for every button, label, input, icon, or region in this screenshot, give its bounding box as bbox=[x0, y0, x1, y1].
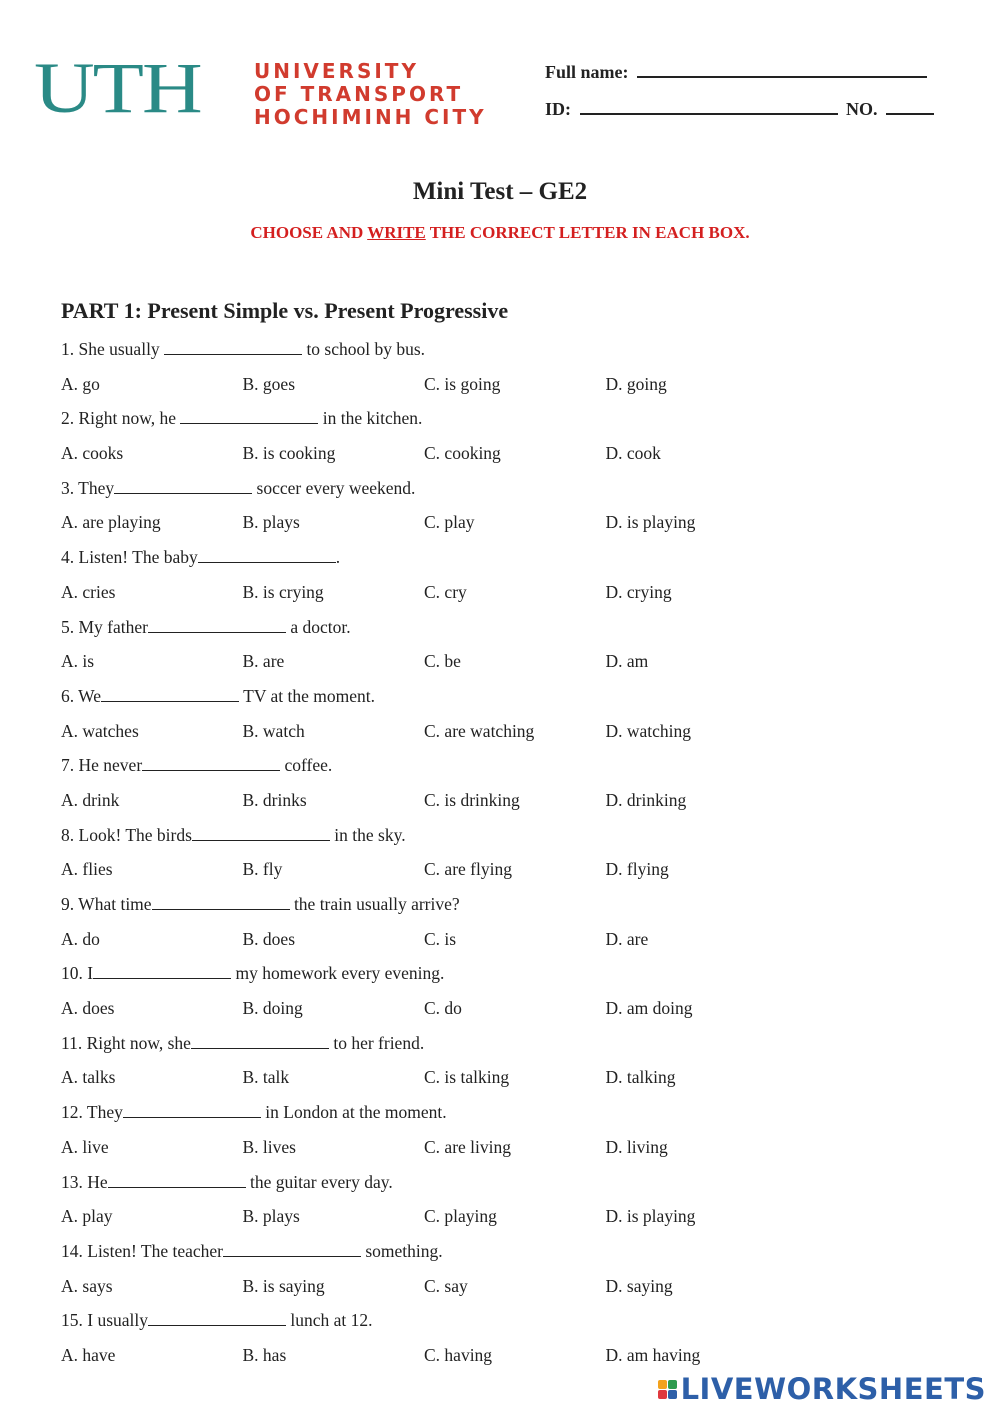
option-a: A. play bbox=[61, 1206, 113, 1227]
id-row bbox=[545, 99, 934, 120]
part-title: PART 1: Present Simple vs. Present Progressive bbox=[61, 298, 509, 323]
option-b: B. is cooking bbox=[242, 443, 336, 464]
option-b: B. does bbox=[242, 928, 295, 949]
answer-blank[interactable] bbox=[101, 686, 239, 702]
option-b: B. is crying bbox=[242, 581, 324, 602]
question-12 bbox=[61, 1101, 961, 1136]
question-1 bbox=[61, 338, 961, 373]
option-b: B. are bbox=[242, 651, 285, 672]
logo-text bbox=[254, 60, 487, 129]
option-d: D. is playing bbox=[605, 1206, 696, 1227]
option-c: C. playing bbox=[424, 1206, 497, 1227]
logo-line-1: UNIVERSITY bbox=[254, 59, 419, 83]
question-stem: 3. They bbox=[61, 477, 115, 498]
options-row bbox=[61, 373, 961, 408]
option-d: D. am doing bbox=[605, 998, 693, 1019]
options-row bbox=[61, 1136, 961, 1171]
option-a: A. do bbox=[61, 928, 100, 949]
watermark-text: LIVEWORKSHEETS bbox=[680, 1372, 986, 1406]
answer-blank[interactable] bbox=[191, 1033, 329, 1049]
page-title: Mini Test – GE2 bbox=[412, 178, 588, 205]
option-b: B. doing bbox=[242, 998, 303, 1019]
option-d: D. am having bbox=[605, 1344, 701, 1365]
option-a: A. have bbox=[61, 1344, 116, 1365]
option-c: C. is drinking bbox=[424, 789, 520, 810]
fullname-field[interactable] bbox=[637, 62, 927, 78]
option-d: D. cook bbox=[605, 443, 661, 464]
option-d: D. crying bbox=[605, 581, 672, 602]
option-c: C. do bbox=[424, 998, 462, 1019]
option-b: B. lives bbox=[242, 1136, 296, 1157]
question-stem-end: my homework every evening. bbox=[231, 963, 445, 984]
question-stem-end: a doctor. bbox=[286, 616, 351, 637]
option-a: A. does bbox=[61, 998, 115, 1019]
question-stem: 15. I usually bbox=[61, 1310, 149, 1331]
answer-blank[interactable] bbox=[93, 963, 231, 979]
option-d: D. going bbox=[605, 373, 667, 394]
options-row bbox=[61, 650, 961, 685]
option-a: A. live bbox=[61, 1136, 109, 1157]
question-stem: 8. Look! The birds bbox=[61, 824, 192, 845]
option-d: D. drinking bbox=[605, 789, 687, 810]
question-2 bbox=[61, 407, 961, 442]
answer-blank[interactable] bbox=[123, 1102, 261, 1118]
question-stem: 10. I bbox=[61, 963, 94, 984]
option-b: B. fly bbox=[242, 859, 283, 880]
answer-blank[interactable] bbox=[164, 339, 302, 355]
question-stem: 6. We bbox=[61, 685, 102, 706]
option-d: D. talking bbox=[605, 1067, 676, 1088]
options-row bbox=[61, 581, 961, 616]
question-stem: 12. They bbox=[61, 1102, 123, 1123]
option-a: A. flies bbox=[61, 859, 113, 880]
option-c: C. are watching bbox=[424, 720, 535, 741]
question-11 bbox=[61, 1032, 961, 1067]
question-stem: 9. What time bbox=[61, 894, 152, 914]
question-stem-end: to her friend. bbox=[328, 1032, 425, 1053]
options-row bbox=[61, 1205, 961, 1240]
options-row bbox=[61, 1066, 961, 1101]
question-stem: 11. Right now, she bbox=[61, 1032, 191, 1053]
question-stem-end: lunch at 12. bbox=[286, 1310, 373, 1331]
question-8 bbox=[61, 824, 961, 859]
question-10 bbox=[61, 962, 961, 997]
question-stem-end: . bbox=[335, 547, 341, 568]
question-stem: 4. Listen! The baby bbox=[61, 547, 198, 568]
answer-blank[interactable] bbox=[223, 1241, 361, 1257]
question-stem-end: in the sky. bbox=[329, 824, 406, 845]
instruction bbox=[0, 223, 1000, 243]
logo-line-2: OF TRANSPORT bbox=[254, 82, 464, 106]
options-row bbox=[61, 858, 961, 893]
option-c: C. say bbox=[424, 1275, 468, 1296]
question-3 bbox=[61, 477, 961, 512]
option-a: A. watches bbox=[61, 720, 139, 741]
option-b: B. is saying bbox=[242, 1275, 325, 1296]
question-5 bbox=[61, 616, 961, 651]
question-stem: 1. She usually bbox=[61, 339, 165, 359]
instruction-underlined: WRITE bbox=[367, 223, 426, 242]
question-stem-end: TV at the moment. bbox=[239, 685, 376, 706]
answer-blank[interactable] bbox=[192, 825, 330, 841]
question-stem-end: in the kitchen. bbox=[318, 408, 423, 429]
option-a: A. is bbox=[61, 651, 95, 672]
question-list bbox=[61, 338, 961, 1379]
instruction-text-1: CHOOSE AND bbox=[250, 223, 368, 242]
option-b: B. talk bbox=[242, 1067, 290, 1088]
question-stem: 7. He never bbox=[61, 755, 143, 776]
answer-blank[interactable] bbox=[180, 408, 318, 424]
question-stem-end: soccer every weekend. bbox=[252, 477, 416, 498]
question-stem: 13. He bbox=[61, 1171, 108, 1192]
option-a: A. cries bbox=[61, 581, 116, 602]
option-b: B. plays bbox=[242, 1206, 300, 1227]
option-c: C. be bbox=[424, 651, 461, 672]
option-b: B. drinks bbox=[242, 789, 307, 810]
option-b: B. watch bbox=[242, 720, 305, 741]
id-field[interactable] bbox=[580, 99, 838, 115]
option-b: B. has bbox=[242, 1344, 287, 1365]
question-stem-end: to school by bus. bbox=[302, 339, 426, 359]
option-b: B. goes bbox=[242, 373, 295, 394]
question-stem-end: in London at the moment. bbox=[260, 1102, 447, 1123]
question-14 bbox=[61, 1240, 961, 1275]
liveworksheets-watermark bbox=[658, 1372, 986, 1406]
fullname-row bbox=[545, 62, 927, 83]
question-stem-end: the guitar every day. bbox=[245, 1171, 393, 1192]
logo-mark: UTH bbox=[34, 48, 201, 129]
options-row bbox=[61, 789, 961, 824]
option-c: C. are living bbox=[424, 1136, 511, 1157]
answer-blank[interactable] bbox=[142, 755, 280, 771]
question-stem: 14. Listen! The teacher bbox=[61, 1240, 223, 1261]
question-stem-end: something. bbox=[360, 1240, 443, 1261]
option-d: D. watching bbox=[605, 720, 692, 741]
option-c: C. is going bbox=[424, 373, 501, 394]
options-row bbox=[61, 511, 961, 546]
options-row bbox=[61, 720, 961, 755]
options-row bbox=[61, 928, 961, 963]
fullname-label: Full name: bbox=[545, 62, 629, 82]
no-field[interactable] bbox=[886, 99, 934, 115]
question-13 bbox=[61, 1171, 961, 1206]
option-a: A. says bbox=[61, 1275, 113, 1296]
option-c: C. are flying bbox=[424, 859, 512, 880]
option-c: C. cooking bbox=[424, 443, 501, 464]
logo-line-3: HOCHIMINH CITY bbox=[254, 105, 487, 129]
liveworksheets-icon bbox=[658, 1380, 677, 1399]
option-d: D. is playing bbox=[605, 512, 696, 533]
option-d: D. am bbox=[605, 651, 649, 672]
option-a: A. are playing bbox=[61, 512, 161, 533]
option-c: C. cry bbox=[424, 581, 467, 602]
option-a: A. drink bbox=[61, 789, 120, 810]
question-15 bbox=[61, 1309, 961, 1344]
question-7 bbox=[61, 754, 961, 789]
instruction-text-2: THE CORRECT LETTER IN EACH BOX. bbox=[425, 223, 750, 242]
answer-blank[interactable] bbox=[148, 617, 286, 633]
question-4 bbox=[61, 546, 961, 581]
question-9 bbox=[61, 893, 961, 928]
option-c: C. play bbox=[424, 512, 475, 533]
option-d: D. saying bbox=[605, 1275, 673, 1296]
option-c: C. is bbox=[424, 928, 457, 949]
option-d: D. living bbox=[605, 1136, 668, 1157]
answer-blank[interactable] bbox=[108, 1172, 246, 1188]
options-row bbox=[61, 997, 961, 1032]
option-a: A. cooks bbox=[61, 443, 124, 464]
answer-blank[interactable] bbox=[148, 1310, 286, 1326]
answer-blank[interactable] bbox=[152, 894, 290, 910]
option-a: A. go bbox=[61, 373, 100, 394]
no-label: NO. bbox=[846, 99, 878, 119]
question-stem-end: the train usually arrive? bbox=[289, 894, 460, 914]
university-logo bbox=[34, 48, 514, 130]
option-c: C. having bbox=[424, 1344, 493, 1365]
question-stem: 2. Right now, he bbox=[61, 408, 181, 429]
question-stem: 5. My father bbox=[61, 616, 148, 637]
answer-blank[interactable] bbox=[114, 478, 252, 494]
option-b: B. plays bbox=[242, 512, 300, 533]
options-row bbox=[61, 442, 961, 477]
options-row bbox=[61, 1275, 961, 1310]
option-a: A. talks bbox=[61, 1067, 116, 1088]
option-d: D. flying bbox=[605, 859, 669, 880]
question-stem-end: coffee. bbox=[280, 755, 333, 776]
answer-blank[interactable] bbox=[198, 547, 336, 563]
option-c: C. is talking bbox=[424, 1067, 510, 1088]
question-6 bbox=[61, 685, 961, 720]
id-label: ID: bbox=[545, 99, 571, 119]
option-d: D. are bbox=[605, 928, 649, 949]
